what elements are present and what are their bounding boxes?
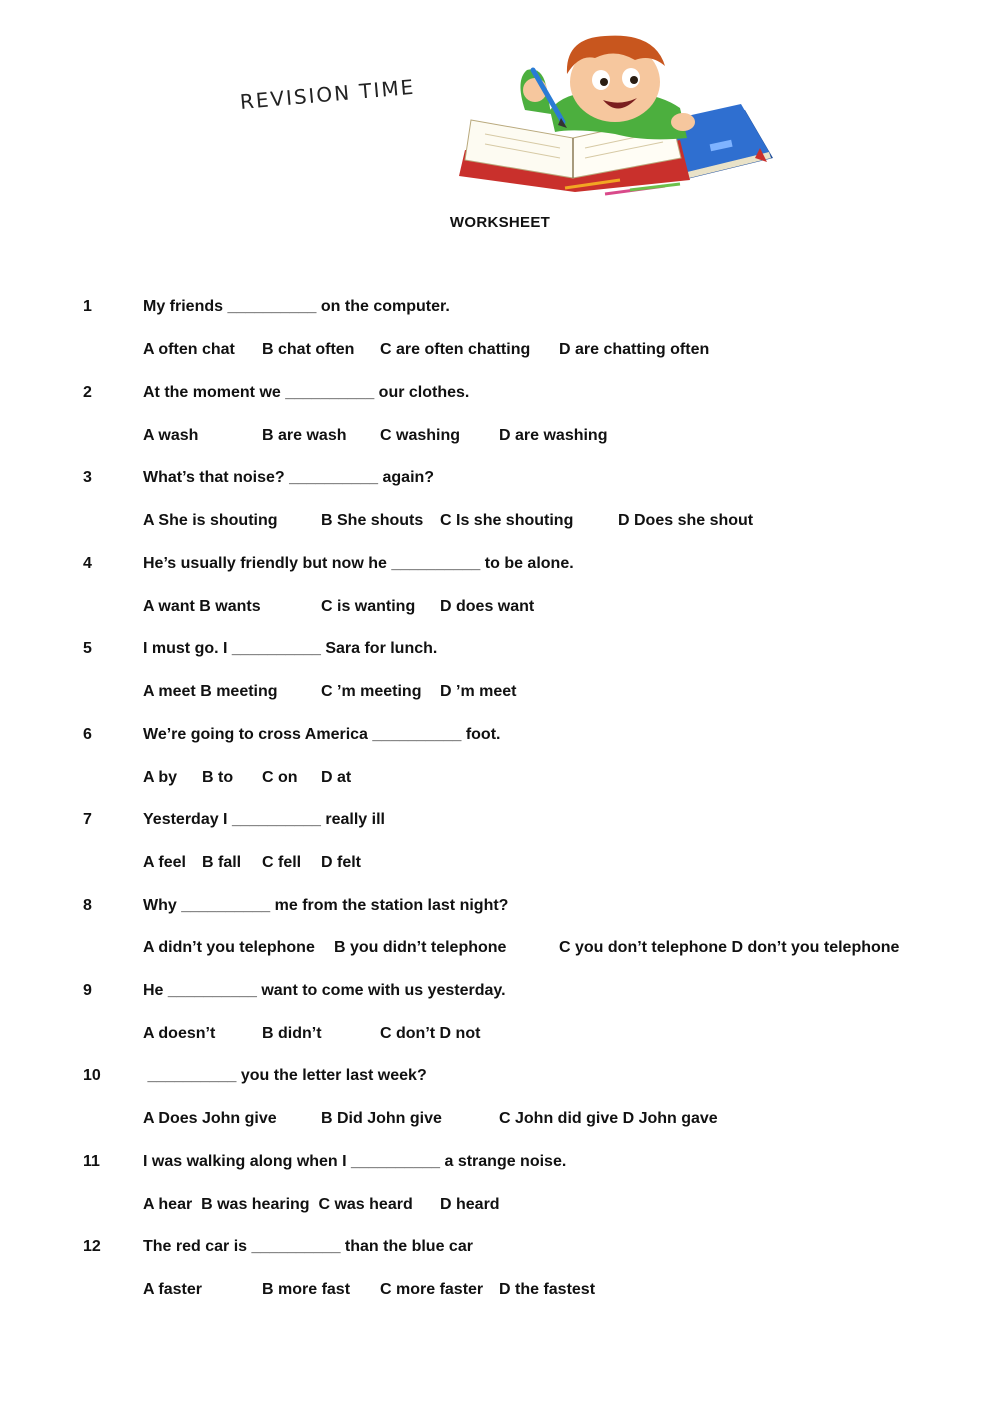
banner-title: REVISION TIME xyxy=(238,74,417,114)
option-c: C on xyxy=(262,769,298,786)
option-b: B She shouts xyxy=(321,512,424,529)
question-number: 9 xyxy=(83,982,92,999)
option-c-d: C John did give D John gave xyxy=(499,1110,718,1127)
question-text: I must go. I __________ Sara for lunch. xyxy=(143,640,438,657)
option-b: B are wash xyxy=(262,427,347,444)
option-c: C Is she shouting xyxy=(440,512,574,529)
question-text: He __________ want to come with us yesterday. xyxy=(143,982,506,999)
question-text: Why __________ me from the station last night? xyxy=(143,897,509,914)
worksheet-title: WORKSHEET xyxy=(449,214,551,231)
question-text: I was walking along when I __________ a strange noise. xyxy=(143,1153,567,1170)
question-number: 2 xyxy=(83,384,92,401)
option-a: A feel xyxy=(143,854,186,871)
option-c-d: C you don’t telephone D don’t you telephone xyxy=(559,939,900,956)
option-d: D ’m meet xyxy=(440,683,517,700)
option-d: D are washing xyxy=(499,427,608,444)
option-a: A Does John give xyxy=(143,1110,277,1127)
option-d: D heard xyxy=(440,1196,500,1213)
option-a: A She is shouting xyxy=(143,512,278,529)
option-b: B you didn’t telephone xyxy=(334,939,507,956)
question-number: 11 xyxy=(83,1153,100,1170)
question-text: He’s usually friendly but now he __________ to be alone. xyxy=(143,555,574,572)
question-number: 7 xyxy=(83,811,92,828)
option-c-d: C don’t D not xyxy=(380,1025,481,1042)
option-b: B Did John give xyxy=(321,1110,442,1127)
option-b: B chat often xyxy=(262,341,355,358)
question-number: 4 xyxy=(83,555,92,572)
question-number: 3 xyxy=(83,469,92,486)
question-text: My friends __________ on the computer. xyxy=(143,298,450,315)
question-number: 10 xyxy=(83,1067,101,1084)
question-text: Yesterday I __________ really ill xyxy=(143,811,385,828)
option-c: C ’m meeting xyxy=(321,683,422,700)
option-c: C more faster xyxy=(380,1281,484,1298)
option-b: B to xyxy=(202,769,234,786)
option-d: D felt xyxy=(321,854,361,871)
question-number: 8 xyxy=(83,897,92,914)
option-a: A wash xyxy=(143,427,199,444)
option-b: B more fast xyxy=(262,1281,351,1298)
option-d: D are chatting often xyxy=(559,341,710,358)
header-banner xyxy=(230,30,790,200)
option-a-b: A meet B meeting xyxy=(143,683,278,700)
option-a: A often chat xyxy=(143,341,235,358)
option-d: D Does she shout xyxy=(618,512,754,529)
question-number: 6 xyxy=(83,726,92,743)
option-c: C washing xyxy=(380,427,461,444)
question-text: The red car is __________ than the blue car xyxy=(143,1238,473,1255)
option-a: A doesn’t xyxy=(143,1025,216,1042)
option-a-b: A want B wants xyxy=(143,598,261,615)
student-writing-illustration xyxy=(455,30,785,200)
option-c: C are often chatting xyxy=(380,341,531,358)
option-d: D at xyxy=(321,769,352,786)
question-number: 12 xyxy=(83,1238,101,1255)
question-text: What’s that noise? __________ again? xyxy=(143,469,435,486)
option-a: A didn’t you telephone xyxy=(143,939,315,956)
option-c: C is wanting xyxy=(321,598,416,615)
option-d: D does want xyxy=(440,598,535,615)
question-text: We’re going to cross America __________ foot. xyxy=(143,726,501,743)
question-text: At the moment we __________ our clothes. xyxy=(143,384,470,401)
option-c: C fell xyxy=(262,854,302,871)
option-a: A faster xyxy=(143,1281,202,1298)
option-a-b-c: A hear B was hearing C was heard xyxy=(143,1196,413,1213)
option-a: A by xyxy=(143,769,178,786)
question-number: 5 xyxy=(83,640,92,657)
question-number: 1 xyxy=(83,298,92,315)
option-b: B didn’t xyxy=(262,1025,322,1042)
question-text: __________ you the letter last week? xyxy=(143,1067,427,1084)
option-d: D the fastest xyxy=(499,1281,596,1298)
option-b: B fall xyxy=(202,854,242,871)
